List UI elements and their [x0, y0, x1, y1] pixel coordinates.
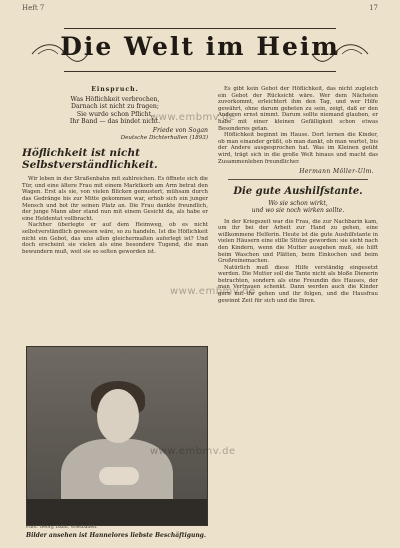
article-title-politeness: Höflichkeit ist nicht Selbstverständlichkeit. [22, 147, 158, 172]
section-divider [228, 179, 368, 180]
poem-line: Was Höflichkeit verbrochen, [70, 95, 160, 103]
poem-source: Deutsche Dichterhallen (1893) [120, 134, 208, 141]
photo-caption: Bilder ansehen ist Hannelores liebste Beschäftigung. [26, 532, 206, 539]
article-body-aunt [218, 219, 378, 305]
paragraph: Natürlich muß diese Hilfe verständig eingesetzt werden. Die Mutter soll die Tante nicht als bloße Dienerin betrachten, sondern als eine Freundin des Hauses, der man Vertrauen schenkt. Dann werden auch die Kinder gern mit ihr gehen und ihr folgen, und die Hausfrau gewinnt Zeit für sich und die Ihren. [218, 264, 378, 304]
subtitle-line: und wo sie noch wirken sollte. [251, 207, 345, 215]
photo-table [27, 499, 207, 525]
article-subtitle [218, 200, 378, 214]
paragraph: Höflichkeit beginnt im Hause. Dort lernen die Kinder, ob man einander grüßt, ob man dankt, ob man wartet, bis der Andere ausgesprochen hat. Was im Kleinen geübt wird, trägt sich in die große Welt hinaus und macht das Zusammenleben freundlicher. [218, 132, 378, 165]
issue-label: Heft 7 [22, 4, 45, 12]
poem-author: Friede von Sogan [152, 126, 208, 134]
paragraph: Wir leben in der Straßenbahn mit zahlreichen. Es öffnete sich die Tür, und eine ältere Frau mit einem Marktkorb am Arm betrat den Wagen. Erst als sie, von vielen Blicken gemustert, mühsam durch das Gedränge bis zur Mitte gekommen war, erhob sich ein junger Mensch und bot ihr seinen Platz an. Die Frau dankte freundlich, der junge Mann aber stand nun mit einem Gesicht da, als habe er eine Heldentat vollbracht. [22, 176, 208, 222]
paragraph: In der Kriegszeit war die Frau, die zur Nachbarin kam, um ihr bei der Arbeit zur Hand zu gehen, eine willkommene Helferin. Heute ist die gute Aushilfstante in vielen Häusern eine stille Stütze geworden: sie sieht nach den Kindern, wenn die Mutter ausgehen muß, sie hilft beim Waschen und Plätten, beim Einkochen und beim Großreinemachen. [218, 218, 378, 265]
page-title: Die Welt im Heim [60, 32, 340, 61]
poem [22, 86, 208, 142]
paragraph: Es gibt kein Gebot der Höflichkeit, das nicht zugleich ein Gebot der Rücksicht wäre. Wer dem Nächsten zuvorkommt, erleichtert ihm den Tag, und wer Hilfe gewährt, ohne darum gebeten zu sein, zeigt, daß er den Anderen ernst nimmt. Darum sollte niemand glauben, er habe mit einer kleinen Gefälligkeit schon etwas Besonderes getan. [218, 86, 378, 132]
poem-line: Darnach ist nicht zu fragen; [70, 103, 159, 111]
left-column [22, 86, 208, 340]
poem-title: Einspruch. [91, 86, 139, 93]
watermark-text: www.embmv.de [150, 446, 236, 457]
poem-line: Ihr Band — das bindet nicht. [69, 118, 161, 126]
photo-hands [99, 467, 139, 485]
watermark-text: www.embmv.de [150, 112, 236, 123]
article-signature: Hermann Möller-Ulm. [299, 168, 374, 176]
subtitle-line: Wo sie schon wirkt, [268, 200, 328, 208]
photo-child-reading [26, 346, 208, 526]
watermark-text: www.embmv.de [170, 286, 256, 297]
page-number: 17 [369, 4, 378, 12]
right-column [218, 86, 378, 526]
article-title-aunt: Die gute Aushilfstante. [233, 186, 363, 198]
article-body-politeness-continued [218, 86, 378, 165]
article-body-politeness [22, 176, 208, 255]
photo-face [97, 389, 139, 443]
paragraph: Nachher überlegte er auf dem Heimweg, ob es nicht selbstverständlich gewesen wäre, so zu handeln. Ist die Höflichkeit nicht ein Gebot, das uns allen gleichermaßen auferlegt ist? Und doch erscheint sie vielen als eine besondere Tugend, die man bewundern muß, weil sie so selten geworden ist. [22, 222, 208, 255]
poem-line: Sie wurde schon Pflicht, [76, 110, 154, 118]
photo-credit: Phot. Georg Dahn, Wiesbaden. [26, 525, 98, 530]
